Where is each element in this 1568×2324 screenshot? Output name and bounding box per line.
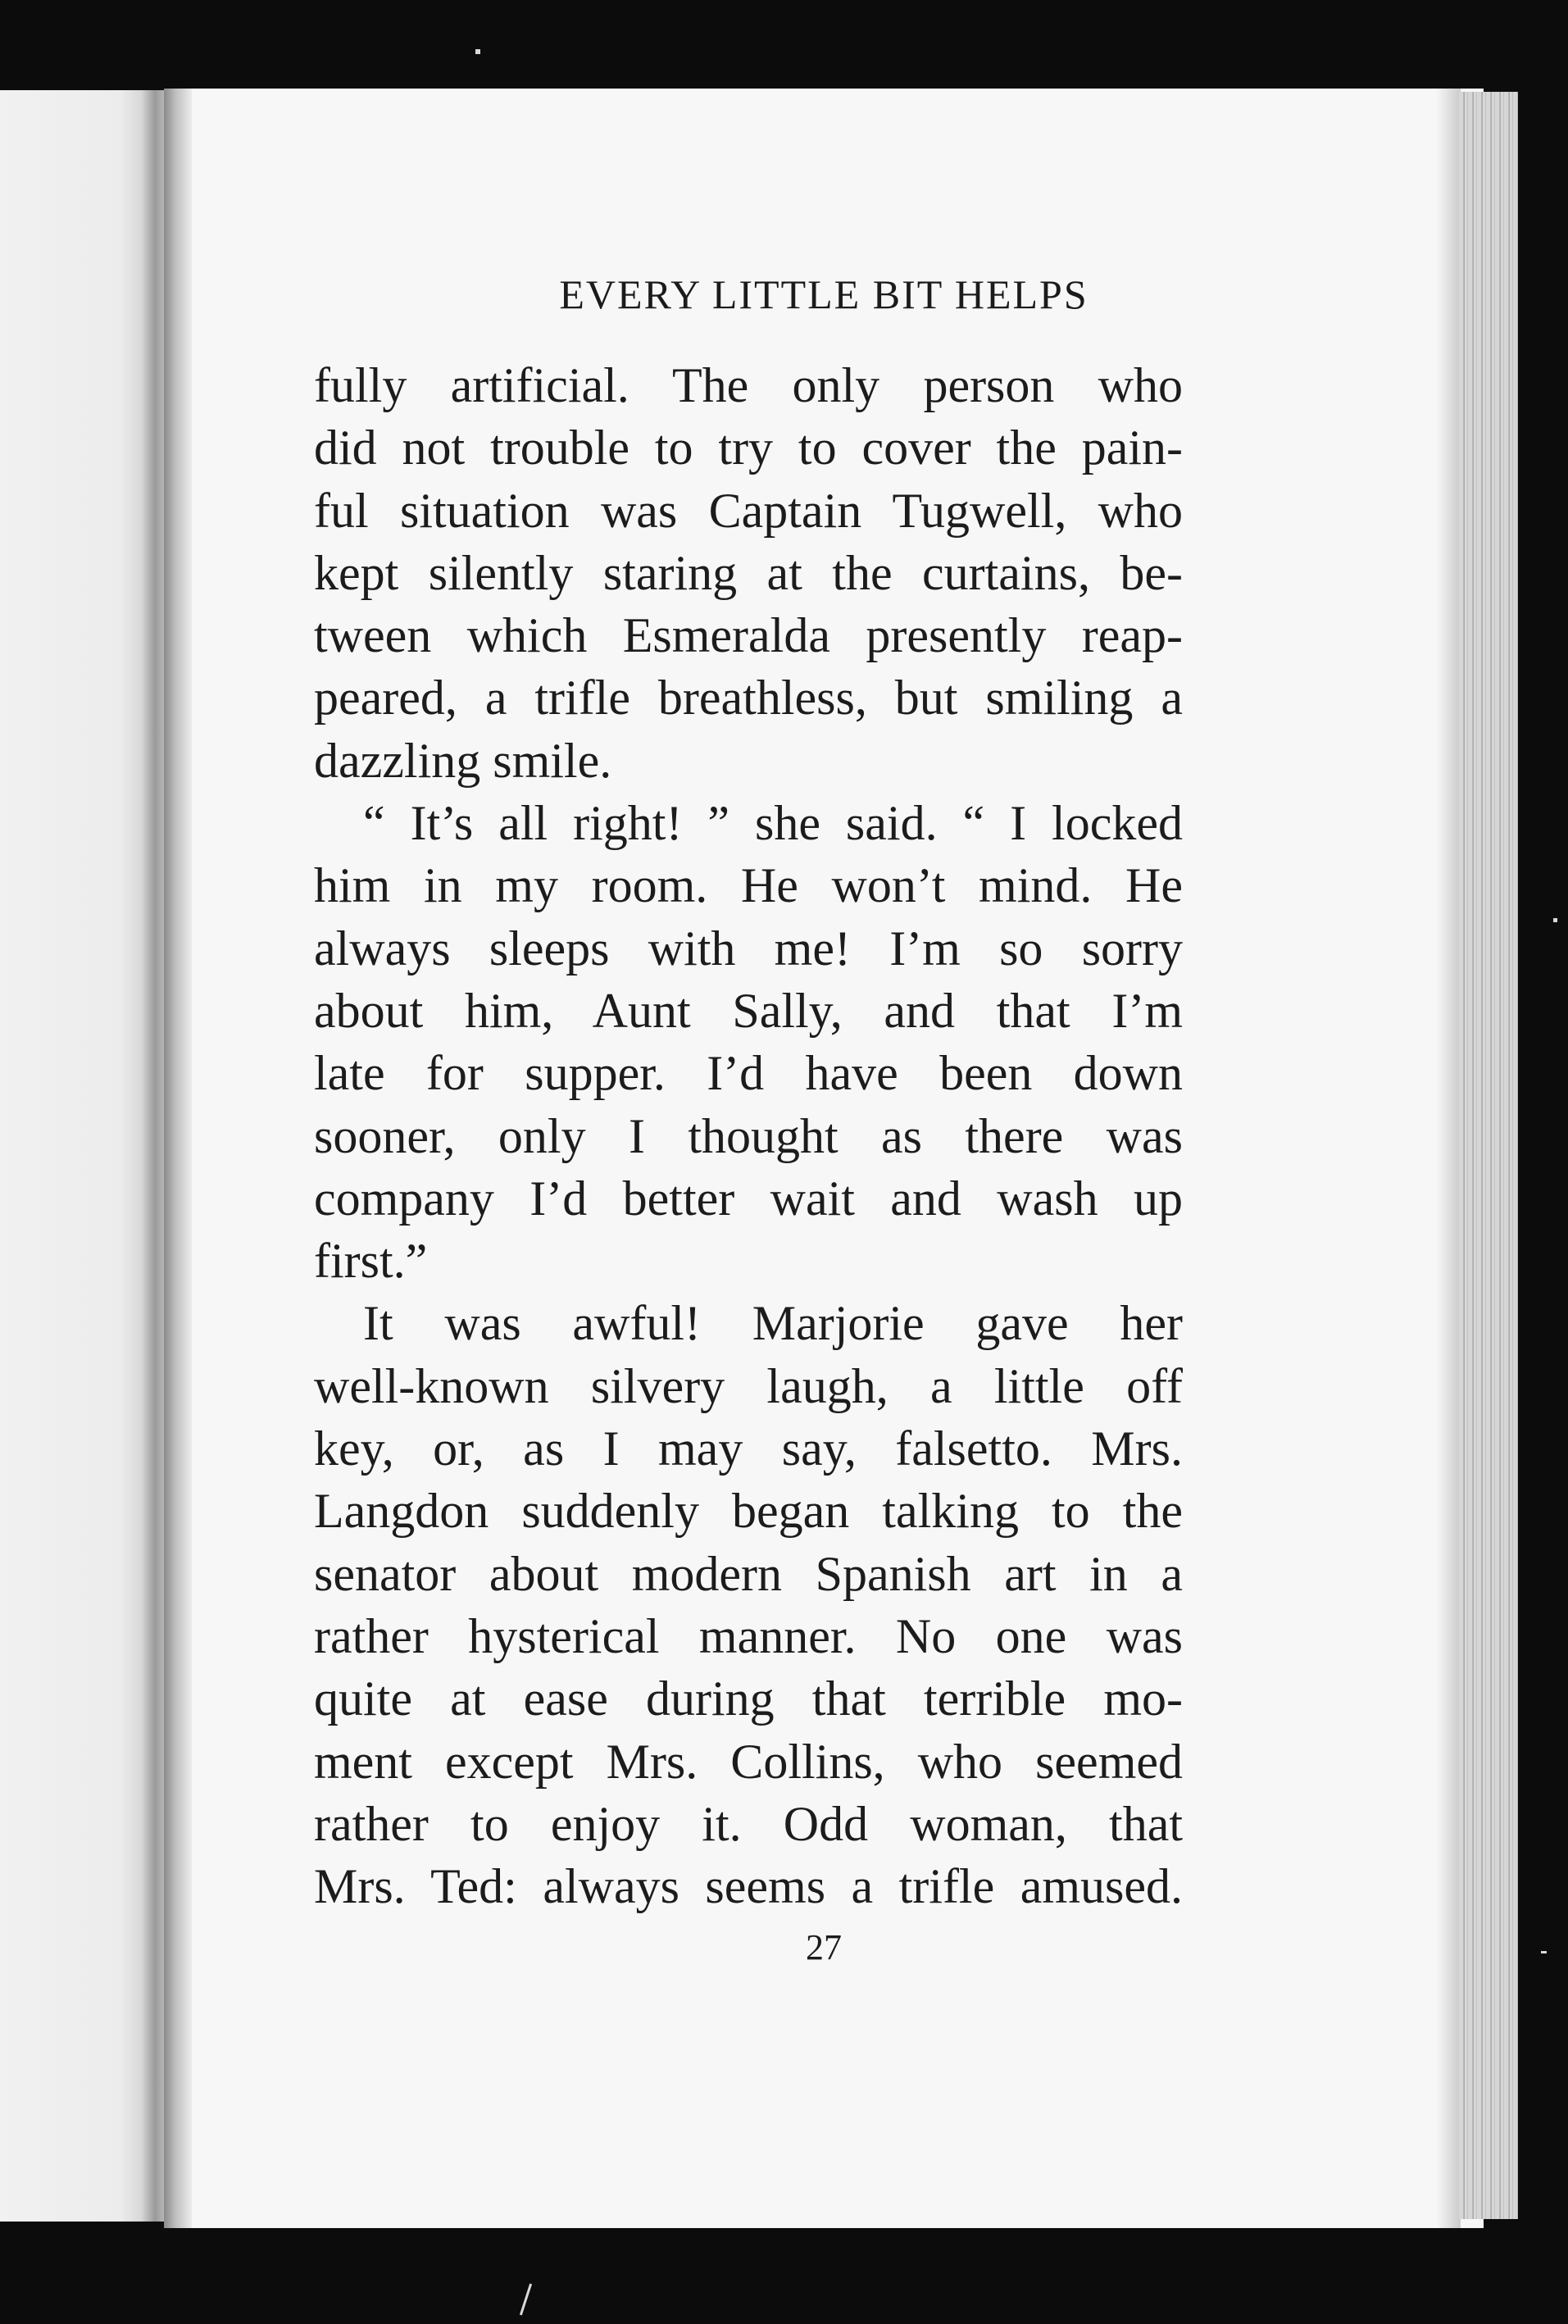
text-line: senator about modern Spanish art in a [314, 1546, 1183, 1601]
text-line: kept silently staring at the curtains, be- [314, 545, 1183, 600]
text-line: quite at ease during that terrible mo- [314, 1671, 1183, 1726]
text-line: It was awful! Marjorie gave her [363, 1296, 1183, 1351]
text-line: always sleeps with me! I’m so sorry [314, 921, 1183, 976]
scan-speck [475, 49, 480, 54]
stacked-page-edges [1459, 92, 1518, 2219]
text-line: about him, Aunt Sally, and that I’m [314, 983, 1183, 1038]
scan-speck [520, 2284, 532, 2316]
text-line: key, or, as I may say, falsetto. Mrs. [314, 1421, 1183, 1476]
page-number: 27 [806, 1927, 842, 1967]
text-line: late for supper. I’d have been down [314, 1046, 1183, 1101]
text-line: Langdon suddenly began talking to the [314, 1484, 1183, 1539]
text-line: tween which Esmeralda presently reap- [314, 608, 1183, 663]
scan-speck [1553, 918, 1557, 922]
text-line: rather hysterical manner. No one was [314, 1608, 1183, 1663]
text-line: sooner, only I thought as there was [314, 1108, 1183, 1163]
text-line: fully artificial. The only person who [314, 358, 1183, 412]
text-line: first.” [314, 1234, 428, 1289]
text-line: peared, a trifle breathless, but smiling a [314, 671, 1183, 725]
text-line: ful situation was Captain Tugwell, who [314, 483, 1183, 538]
text-line: “ It’s all right! ” she said. “ I locked [363, 796, 1183, 851]
text-line: him in my room. He won’t mind. He [314, 858, 1183, 913]
text-line: well-known silvery laugh, a little off [314, 1358, 1183, 1413]
text-line: Mrs. Ted: always seems a trifle amused. [314, 1859, 1183, 1914]
text-line: ment except Mrs. Collins, who seemed [314, 1734, 1183, 1789]
scan-speck [1541, 1951, 1547, 1953]
page-gutter [164, 89, 192, 2228]
body-text [314, 354, 1183, 1917]
text-line: dazzling smile. [314, 733, 612, 788]
text-line: did not trouble to try to cover the pain- [314, 421, 1183, 475]
running-head: EVERY LITTLE BIT HELPS [559, 271, 1089, 317]
facing-page-edge [0, 90, 172, 2222]
text-line: rather to enjoy it. Odd woman, that [314, 1796, 1183, 1851]
text-line: company I’d better wait and wash up [314, 1171, 1183, 1226]
page-edge-shadow [1436, 89, 1461, 2228]
